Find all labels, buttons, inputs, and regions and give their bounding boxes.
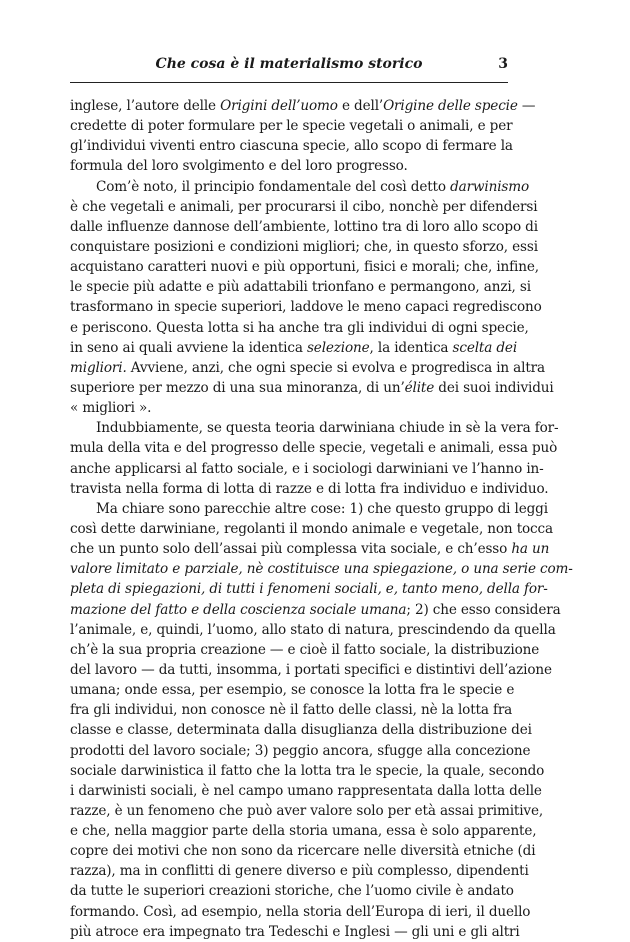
text-segment: formula del loro svolgimento e del loro progresso. [70,158,408,175]
text-line [70,841,536,861]
text-line [70,116,513,136]
text-segment: superiore per mezzo di una sua minoranza, di un’ [70,379,405,396]
text-segment: « migliori ». [70,400,152,417]
text-line [70,479,549,499]
text-segment: l’animale, e, quindi, l’uomo, allo stato di natura, prescindendo da quella [70,621,556,638]
text-line [70,418,559,438]
text-line [70,438,558,458]
text-line [70,398,508,418]
italic-text-segment: selezione [306,339,370,356]
text-segment: formando. Così, ad esempio, nella storia dell’Europa di ieri, il duello [70,903,531,920]
text-segment: trasformano in specie superiori, laddove le meno capaci regrediscono [70,299,542,316]
text-segment: , la identica [369,339,453,356]
text-line [70,519,553,539]
text-line [70,156,508,176]
running-title: Che cosa è il materialismo storico [155,56,423,72]
text-line [70,902,531,922]
text-segment: sociale darwinistica il fatto che la lotta tra le specie, la quale, secondo [70,762,545,779]
text-segment: Ma chiare sono parecchie altre cose: 1) che questo gruppo di leggi [96,500,548,517]
text-line [70,680,515,700]
text-line [70,459,544,479]
text-line [70,600,561,620]
text-line [70,861,529,881]
text-segment: le specie più adatte e più adattabili trionfano e permangono, anzi, si [70,279,531,296]
text-line [70,197,538,217]
text-line [70,237,538,257]
text-line [70,257,539,277]
italic-text-segment: pleta di spiegazioni, di tutti i fenomeni sociali, e, tanto meno, della for- [70,581,548,598]
text-line [70,821,537,841]
text-segment: ; 2) che esso considera [406,601,561,618]
text-line [70,539,550,559]
text-segment: è che vegetali e animali, per procurarsi il cibo, nonchè per difendersi [70,198,538,215]
text-line [70,741,531,761]
text-line [70,96,536,116]
italic-text-segment: migliori. [70,359,127,376]
text-segment: ch’è la sua propria creazione — e cioè il fatto sociale, la distribuzione [70,641,540,658]
text-segment: dei suoi individui [434,379,554,396]
text-segment: classe e classe, determinata dalla disuglianza della distribuzione dei [70,722,532,739]
text-segment: anche applicarsi al fatto sociale, e i sociologi darwiniani ve l’hanno in- [70,460,544,477]
text-line [70,579,548,599]
text-segment: così dette darwiniane, regolanti il mondo animale e vegetale, non tocca [70,520,553,537]
text-segment: — [517,98,536,114]
text-line [70,338,518,358]
text-segment: Avviene, anzi, che ogni specie si evolva e progredisca in altra [126,359,545,376]
italic-text-segment: ha un [511,541,550,558]
text-segment: del lavoro — da tutti, insomma, i portati specifici e distintivi dell’azione [70,661,552,678]
italic-text-segment: mazione del fatto e della coscienza sociale umana [70,601,407,618]
italic-text-segment: darwinismo [450,178,530,195]
text-line [70,881,514,901]
text-segment: che un punto solo dell’assai più complessa vita sociale, e ch’esso [70,541,512,558]
text-segment: in seno ai quali avviene la identica [70,339,307,356]
body-text [70,96,573,942]
running-head [70,56,508,78]
header-rule [70,82,508,83]
text-line [70,136,513,156]
page-number: 3 [498,56,508,72]
text-segment: e dell’ [337,98,384,114]
text-segment: razza), ma in conflitti di genere diverso e più complesso, dipendenti [70,863,529,880]
text-segment: dalle influenze dannose dell’ambiente, lottino tra di loro allo scopo di [70,218,538,235]
text-line [70,297,542,317]
italic-text-segment: valore limitato e parziale, nè costituisce una spiegazione, o una serie com- [70,561,573,578]
text-line [70,922,520,942]
text-line [70,499,548,519]
text-line [70,700,513,720]
text-segment: copre dei motivi che non sono da ricercare nelle diversità etniche (di [70,843,536,860]
italic-text-segment: scelta dei [452,339,518,356]
text-line [70,177,530,197]
text-segment: razze, è un fenomeno che può aver valore solo per età assai primitive, [70,802,544,819]
text-line [70,358,545,378]
text-line [70,801,544,821]
text-segment: e che, nella maggior parte della storia umana, essa è solo apparente, [70,823,537,840]
text-segment: umana; onde essa, per esempio, se conosce la lotta fra le specie e [70,682,515,699]
text-line [70,378,554,398]
italic-text-segment: élite [404,379,435,396]
text-segment: credette di poter formulare per le specie vegetali o animali, e per [70,118,513,135]
text-segment: prodotti del lavoro sociale; 3) peggio ancora, sfugge alla concezione [70,742,531,759]
text-line [70,660,552,680]
text-segment: e periscono. Questa lotta si ha anche tra gli individui di ogni specie, [70,319,529,336]
text-line [70,640,540,660]
text-segment: travista nella forma di lotta di razze e di lotta fra individuo e individuo. [70,480,549,497]
text-segment: i darwinisti sociali, è nel campo umano rappresentata dalla lotta delle [70,782,542,799]
text-line [70,217,538,237]
text-line [70,761,545,781]
italic-text-segment: Origine delle specie [383,98,518,114]
text-segment: gl’individui viventi entro ciascuna specie, allo scopo di fermare la [70,138,513,155]
text-line [70,277,531,297]
text-line [70,318,529,338]
text-segment: conquistare posizioni e condizioni migliori; che, in questo sforzo, essi [70,238,538,255]
text-segment: acquistano caratteri nuovi e più opportuni, fisici e morali; che, infine, [70,259,539,276]
text-line [70,559,573,579]
text-line [70,781,542,801]
text-line [70,720,532,740]
text-segment: mula della vita e del progresso delle specie, vegetali e animali, essa può [70,440,558,457]
text-segment: inglese, l’autore delle [70,98,221,114]
text-segment: Com’è noto, il principio fondamentale del così detto [96,178,451,195]
italic-text-segment: Origini dell’uomo [220,98,338,114]
text-segment: Indubbiamente, se questa teoria darwiniana chiude in sè la vera for- [96,420,559,437]
text-line [70,620,556,640]
text-segment: più atroce era impegnato tra Tedeschi e Inglesi — gli uni e gli altri [70,923,520,940]
text-segment: fra gli individui, non conosce nè il fatto delle classi, nè la lotta fra [70,702,513,719]
text-segment: da tutte le superiori creazioni storiche, che l’uomo civile è andato [70,883,514,900]
